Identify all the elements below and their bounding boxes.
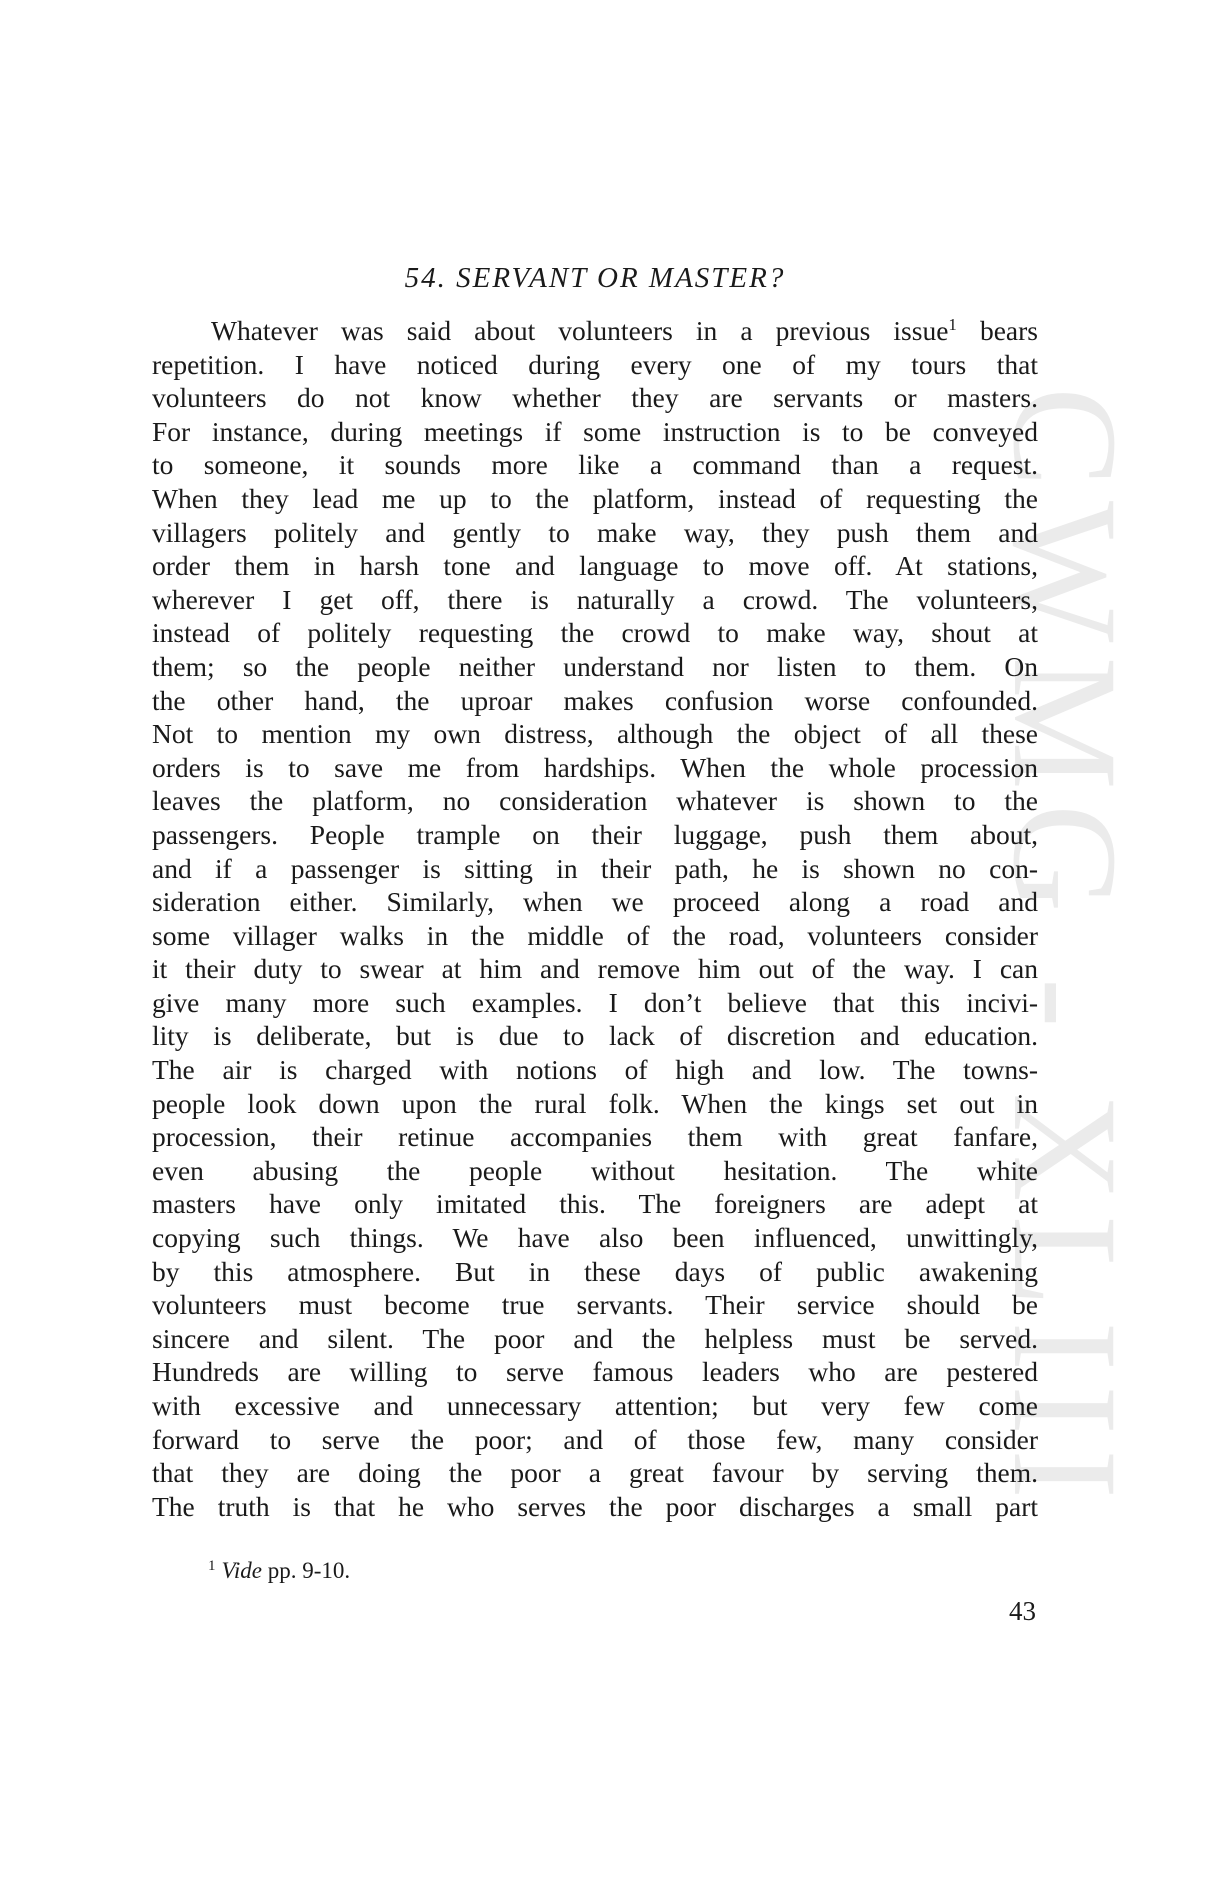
footnote-text: pp. 9-10. xyxy=(261,1558,351,1583)
body-line xyxy=(152,314,1038,348)
body-line: Not to mention my own distress, although the object of all these xyxy=(152,718,1038,750)
body-line: procession, their retinue accompanies them with great fanfare, xyxy=(152,1121,1038,1153)
body-line: For instance, during meetings if some instruction is to be conveyed xyxy=(152,415,1038,447)
body-line: order them in harsh tone and language to move off. At stations, xyxy=(152,550,1038,582)
footnote-reference: 1 xyxy=(948,315,957,334)
body-line: some villager walks in the middle of the road, volunteers consider xyxy=(152,919,1038,951)
body-line: it their duty to swear at him and remove him out of the way. I can xyxy=(152,953,1038,985)
footnote-mark: 1 xyxy=(208,1558,216,1574)
body-line: volunteers must become true servants. Their service should be xyxy=(152,1289,1038,1321)
body-line: repetition. I have noticed during every one of my tours that xyxy=(152,348,1038,380)
body-line: with excessive and unnecessary attention; but very few come xyxy=(152,1390,1038,1421)
body-line-tail: bears xyxy=(956,315,1038,346)
body-line: and if a passenger is sitting in their path, he is shown no con- xyxy=(152,852,1038,884)
body-line: wherever I get off, there is naturally a crowd. The volunteers, xyxy=(152,583,1038,615)
body-line: lity is deliberate, but is due to lack of discretion and education. xyxy=(152,1020,1038,1052)
body-line: masters have only imitated this. The foreigners are adept at xyxy=(152,1188,1038,1220)
body-line: The air is charged with notions of high and low. The towns- xyxy=(152,1054,1038,1086)
body-line: people look down upon the rural folk. When the kings set out in xyxy=(152,1087,1038,1119)
body-line: them; so the people neither understand nor listen to them. On xyxy=(152,650,1038,682)
body-line: The truth is that he who serves the poor discharges a small part xyxy=(152,1490,1038,1522)
page-title: 54. SERVANT OR MASTER? xyxy=(404,262,786,294)
page-number: 43 xyxy=(1009,1596,1036,1626)
body-line: volunteers do not know whether they are servants or masters. xyxy=(152,382,1038,414)
body-line: give many more such examples. I don’t believe that this incivi- xyxy=(152,986,1038,1018)
body-line: passengers. People trample on their luggage, push them about, xyxy=(152,818,1038,850)
footnote xyxy=(208,1552,350,1585)
body-line: sideration either. Similarly, when we proceed along a road and xyxy=(152,886,1038,918)
body-line: copying such things. We have also been influenced, unwittingly, xyxy=(152,1222,1038,1254)
body-line: leaves the platform, no consideration whatever is shown to the xyxy=(152,785,1038,817)
body-line: instead of politely requesting the crowd to make way, shout at xyxy=(152,617,1038,649)
body-line: villagers politely and gently to make way, they push them and xyxy=(152,516,1038,548)
body-line-text: Whatever was said about volunteers in a previous issue xyxy=(211,315,949,346)
body-line: forward to serve the poor; and of those few, many consider xyxy=(152,1423,1038,1455)
body-line: sincere and silent. The poor and the helpless must be served. xyxy=(152,1322,1038,1354)
body-line: to someone, it sounds more like a command than a request. xyxy=(152,449,1038,481)
body-line: by this atmosphere. But in these days of public awakening xyxy=(152,1255,1038,1287)
body-line: When they lead me up to the platform, instead of requesting the xyxy=(152,482,1038,514)
body-line: orders is to save me from hardships. When the whole procession xyxy=(152,751,1038,783)
body-text xyxy=(152,314,1038,1523)
body-line: even abusing the people without hesitation. The white xyxy=(152,1154,1038,1186)
body-line: the other hand, the uproar makes confusion worse confounded. xyxy=(152,684,1038,716)
watermark-text: CWMG - XLIII xyxy=(982,386,1148,1514)
footnote-vide: Vide xyxy=(221,1558,262,1583)
body-line: that they are doing the poor a great favour by serving them. xyxy=(152,1457,1038,1489)
body-line: Hundreds are willing to serve famous leaders who are pestered xyxy=(152,1356,1038,1388)
